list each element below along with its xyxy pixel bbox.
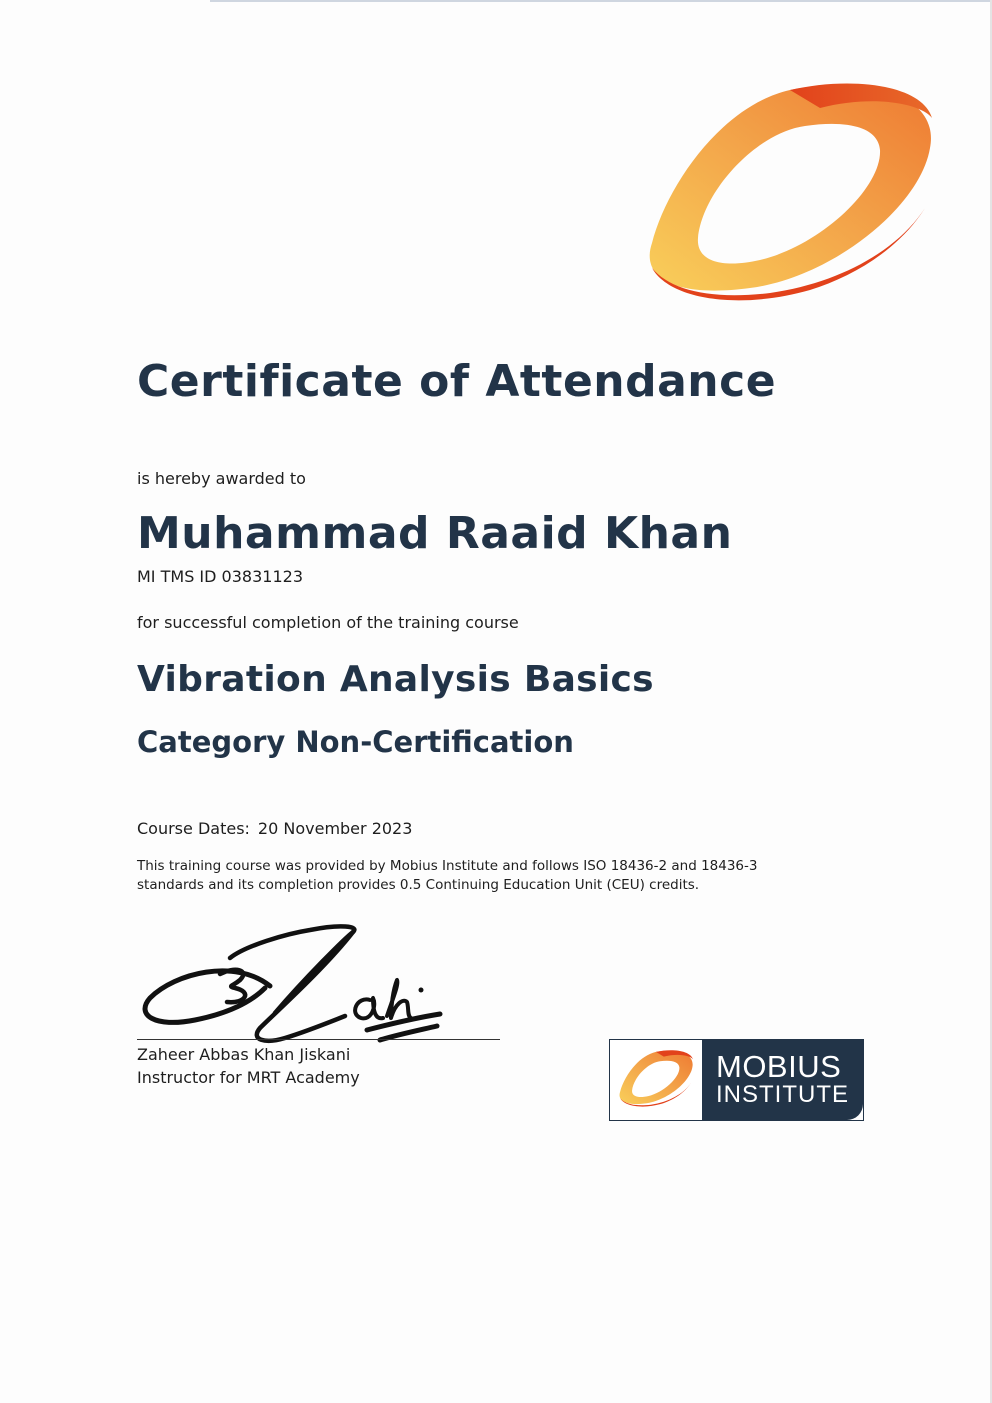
logo-mark <box>610 1040 702 1120</box>
mobius-swoosh-icon <box>640 78 940 318</box>
top-edge-line <box>210 0 992 2</box>
mobius-institute-logo <box>609 1039 864 1121</box>
logo-swoosh-icon <box>617 1048 695 1112</box>
recipient-name: Muhammad Raaid Khan <box>137 508 733 559</box>
logo-institute-text: INSTITUTE <box>716 1081 849 1108</box>
signature-icon <box>135 918 455 1053</box>
logo-text <box>702 1040 863 1120</box>
instructor-role: Instructor for MRT Academy <box>137 1068 360 1087</box>
course-dates-value: 20 November 2023 <box>257 819 413 838</box>
provided-statement: This training course was provided by Mobius Institute and follows ISO 18436-2 and 18436-3 standards and its completion provides 0.5 Continuing Education Unit (CEU) credits. <box>137 858 758 893</box>
course-category: Category Non-Certification <box>137 725 574 759</box>
logo-mobius-text: MOBIUS <box>716 1049 842 1084</box>
certificate-title: Certificate of Attendance <box>137 356 777 407</box>
signature-line <box>137 1039 500 1040</box>
completion-text: for successful completion of the training course <box>137 613 519 632</box>
instructor-name: Zaheer Abbas Khan Jiskani <box>137 1045 351 1064</box>
course-dates <box>137 819 412 838</box>
course-dates-label: Course Dates: <box>137 819 250 838</box>
awarded-text: is hereby awarded to <box>137 469 306 488</box>
course-name: Vibration Analysis Basics <box>137 659 654 700</box>
tms-id: MI TMS ID 03831123 <box>137 567 303 586</box>
